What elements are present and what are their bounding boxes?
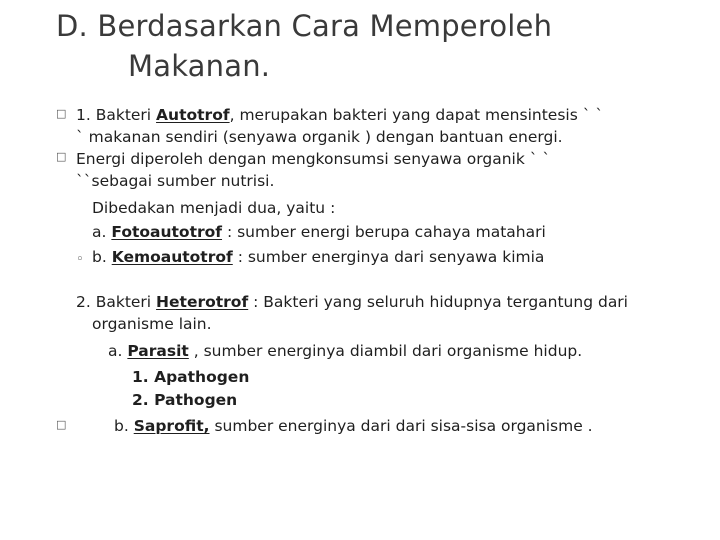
- term-autotrof: Autotrof: [156, 106, 230, 124]
- text-line: ` makanan sendiri (senyawa organik ) dengan bantuan energi.: [76, 128, 563, 146]
- text-line: Energi diperoleh dengan mengkonsumsi senyawa organik ` `: [76, 150, 551, 168]
- text-line-autotrof: [76, 104, 603, 126]
- term-parasit: Parasit: [127, 342, 189, 360]
- bullet-square-icon: □: [56, 107, 67, 120]
- text-segment: b.: [114, 417, 134, 435]
- sub-bullet-icon: ◦: [76, 252, 84, 267]
- text-segment: : Bakteri yang seluruh hidupnya tergantung dari: [248, 293, 628, 311]
- text-segment: a.: [92, 223, 112, 241]
- title-line-2: Makanan.: [128, 49, 271, 83]
- text-segment: sumber energinya dari dari sisa-sisa organisme .: [209, 417, 593, 435]
- text-line: ``sebagai sumber nutrisi.: [76, 172, 275, 190]
- text-line-heterotrof: [76, 291, 628, 313]
- text-segment: : sumber energi berupa cahaya matahari: [222, 223, 546, 241]
- text-line-parasit: [108, 340, 582, 362]
- term-kemoautotrof: Kemoautotrof: [111, 248, 233, 266]
- term-saprofit: Saprofit,: [133, 417, 210, 435]
- text-line-fotoautotrof: [92, 221, 546, 243]
- text-line: Dibedakan menjadi dua, yaitu :: [92, 199, 336, 217]
- text-segment: 1. Bakteri: [76, 106, 157, 124]
- text-line: organisme lain.: [92, 315, 212, 333]
- text-line-saprofit: [114, 415, 593, 437]
- text-line-pathogen: 2. Pathogen: [132, 391, 238, 409]
- term-fotoautotrof: Fotoautotrof: [111, 223, 223, 241]
- text-segment: , sumber energinya diambil dari organisme hidup.: [188, 342, 583, 360]
- text-segment: : sumber energinya dari senyawa kimia: [232, 248, 545, 266]
- slide-title: [56, 6, 552, 86]
- text-segment: b.: [92, 248, 112, 266]
- term-heterotrof: Heterotrof: [156, 293, 249, 311]
- bullet-square-icon: □: [56, 418, 67, 431]
- text-segment: a.: [108, 342, 128, 360]
- text-line-apathogen: 1. Apathogen: [132, 368, 250, 386]
- text-segment: 2. Bakteri: [76, 293, 157, 311]
- text-segment: , merupakan bakteri yang dapat mensintesis ` `: [229, 106, 604, 124]
- title-line-1: D. Berdasarkan Cara Memperoleh: [56, 9, 553, 43]
- bullet-square-icon: □: [56, 150, 67, 163]
- text-line-kemoautotrof: [92, 246, 544, 268]
